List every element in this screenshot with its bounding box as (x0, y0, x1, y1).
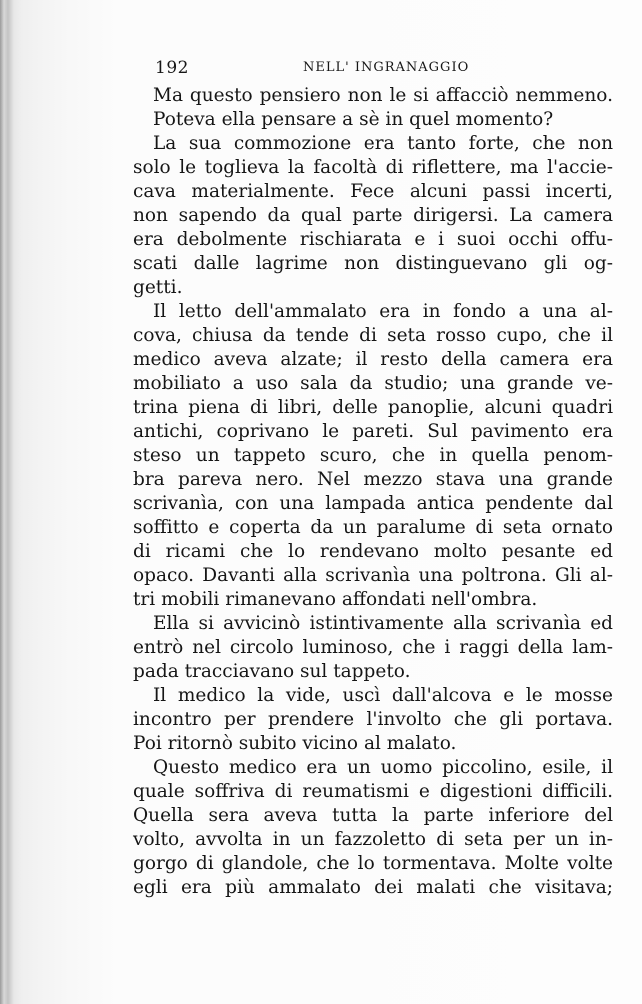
text-line: Questo medico era un uomo piccolino, esile, il (153, 757, 613, 778)
text-line: cava materialmente. Fece alcuni passi incerti, (133, 181, 613, 202)
text-line: scrivanìa, con una lampada antica pendente dal (133, 493, 613, 514)
text-line: era debolmente rischiarata e i suoi occhi offu- (133, 229, 613, 250)
text-line: non sapendo da qual parte dirigersi. La camera (133, 205, 613, 226)
text-line: Ma questo pensiero non le si affacciò nemmeno. (153, 85, 613, 106)
text-line: medico aveva alzate; il resto della camera era (133, 349, 613, 370)
text-line: cova, chiusa da tende di seta rosso cupo, che il (133, 325, 613, 346)
body-text (133, 84, 613, 900)
page-header (155, 58, 625, 80)
text-line: La sua commozione era tanto forte, che non (153, 133, 613, 154)
text-line: solo le toglieva la facoltà di riflettere, ma l'accie- (133, 157, 613, 178)
text-line: Il letto dell'ammalato era in fondo a una al- (153, 301, 613, 322)
text-line: getti. (133, 277, 183, 298)
text-line: pada tracciavano sul tappeto. (133, 661, 411, 682)
text-line: quale soffriva di reumatismi e digestioni difficili. (133, 781, 613, 802)
text-line: soffitto e coperta da un paralume di seta ornato (133, 517, 613, 538)
text-line: bra pareva nero. Nel mezzo stava una grande (133, 469, 613, 490)
text-line: Ella si avvicinò istintivamente alla scrivanìa ed (153, 613, 613, 634)
text-line: Poi ritornò subito vicino al malato. (133, 733, 457, 754)
text-line: trina piena di libri, delle panoplie, alcuni quadri (133, 397, 613, 418)
text-line: scati dalle lagrime non distinguevano gli og- (133, 253, 613, 274)
text-line: mobiliato a uso sala da studio; una grande ve- (133, 373, 613, 394)
text-line: tri mobili rimanevano affondati nell'ombra. (133, 589, 538, 610)
text-line: di ricami che lo rendevano molto pesante ed (133, 541, 613, 562)
text-line: Il medico la vide, uscì dall'alcova e le mosse (153, 685, 613, 706)
book-spine-shadow (0, 0, 22, 1004)
text-line: incontro per prendere l'involto che gli portava. (133, 709, 613, 730)
text-line: steso un tappeto scuro, che in quella penom- (133, 445, 613, 466)
page-number: 192 (155, 58, 189, 78)
text-line: opaco. Davanti alla scrivanìa una poltrona. Gli al- (133, 565, 613, 586)
text-line: egli era più ammalato dei malati che visitava; (133, 877, 613, 898)
text-line: entrò nel circolo luminoso, che i raggi della lam- (133, 637, 613, 658)
text-line: volto, avvolta in un fazzoletto di seta per un in- (133, 829, 613, 850)
text-line: Poteva ella pensare a sè in quel momento? (153, 109, 554, 130)
text-line: antichi, coprivano le pareti. Sul pavimento era (133, 421, 613, 442)
text-line: Quella sera aveva tutta la parte inferiore del (133, 805, 613, 826)
text-line: gorgo di glandole, che lo tormentava. Molte volte (133, 853, 613, 874)
running-title: NELL' INGRANAGGIO (303, 60, 470, 75)
